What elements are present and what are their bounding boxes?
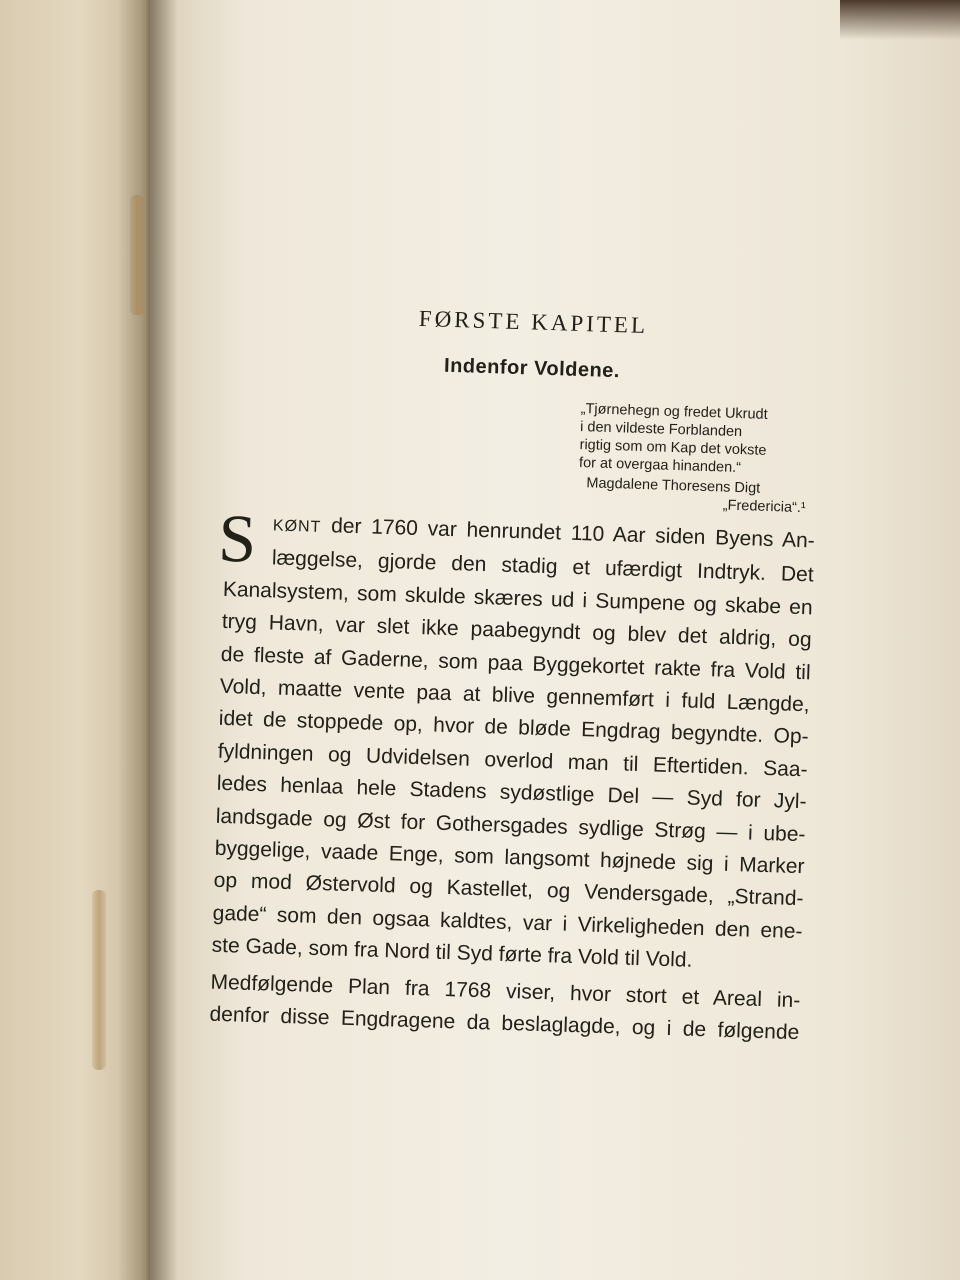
paragraph-1 bbox=[211, 499, 816, 981]
attribution-author: Magdalene Thoresens Digt bbox=[586, 475, 761, 497]
text-line: byggelige, vaade Enge, som langsomt højnede sig i Marker bbox=[214, 836, 805, 879]
chapter-subtitle: Indenfor Voldene. bbox=[443, 354, 621, 383]
first-line-text: der 1760 var henrundet 110 Aar siden Byens An- bbox=[321, 513, 816, 553]
epigraph-line: i den vildeste Forblanden bbox=[579, 419, 743, 441]
binding-stain bbox=[92, 890, 106, 1070]
text-line: ste Gade, som fra Nord til Syd førte fra Vold til Vold. bbox=[211, 933, 693, 973]
text-line: de fleste af Gaderne, som paa Byggekortet rakte fra Vold til bbox=[220, 642, 811, 684]
epigraph-attribution bbox=[578, 474, 817, 517]
body-text bbox=[209, 499, 816, 1050]
binding-stain bbox=[130, 195, 144, 315]
epigraph-line: rigtig som om Kap det vokste bbox=[579, 436, 767, 459]
text-line: fyldningen og Udvidelsen overlod man til Eftertiden. Saa- bbox=[217, 739, 808, 782]
text-line: Medfølgende Plan fra 1768 viser, hvor stort et Areal in- bbox=[210, 970, 801, 1012]
text-line: ledes henlaa hele Stadens sydøstlige Del — Syd for Jyl- bbox=[216, 772, 807, 814]
text-line: læggelse, gjorde den stadig et ufærdigt Indtryk. Det bbox=[271, 546, 815, 587]
page-edge-shadow bbox=[840, 0, 960, 40]
text-line: Kanalsystem, som skulde skæres ud i Sumpene og skabe en bbox=[222, 577, 813, 620]
epigraph-line: for at overgaa hinanden.“ bbox=[578, 454, 742, 477]
smallcaps-word: KØNT bbox=[272, 517, 322, 536]
text-line: idet de stoppede op, hvor de bløde Engdrag begyndte. Op- bbox=[218, 707, 809, 749]
drop-cap: S bbox=[217, 499, 258, 577]
text-line: denfor disse Engdragene da beslaglagde, og i de følgende bbox=[209, 1002, 800, 1045]
epigraph-line: „Tjørnehegn og fredet Ukrudt bbox=[580, 401, 768, 423]
chapter-heading: FØRSTE KAPITEL bbox=[418, 305, 649, 339]
epigraph bbox=[579, 400, 819, 479]
text-line: op mod Østervold og Kastellet, og Vendersgade, „Strand- bbox=[213, 869, 804, 911]
attribution-title: „Fredericia“.¹ bbox=[722, 497, 806, 517]
text-line: landsgade og Øst for Gothersgades sydlige Strøg — i ube- bbox=[215, 804, 806, 846]
text-line: Vold, maatte vente paa at blive gennemført i fuld Længde, bbox=[219, 674, 810, 717]
text-line: tryg Havn, var slet ikke paabegyndt og blev det aldrig, og bbox=[221, 610, 812, 652]
book-gutter bbox=[118, 0, 178, 1280]
text-line: gade“ som den ogsaa kaldtes, var i Virkeligheden den ene- bbox=[212, 901, 803, 944]
page-text bbox=[209, 300, 822, 1050]
